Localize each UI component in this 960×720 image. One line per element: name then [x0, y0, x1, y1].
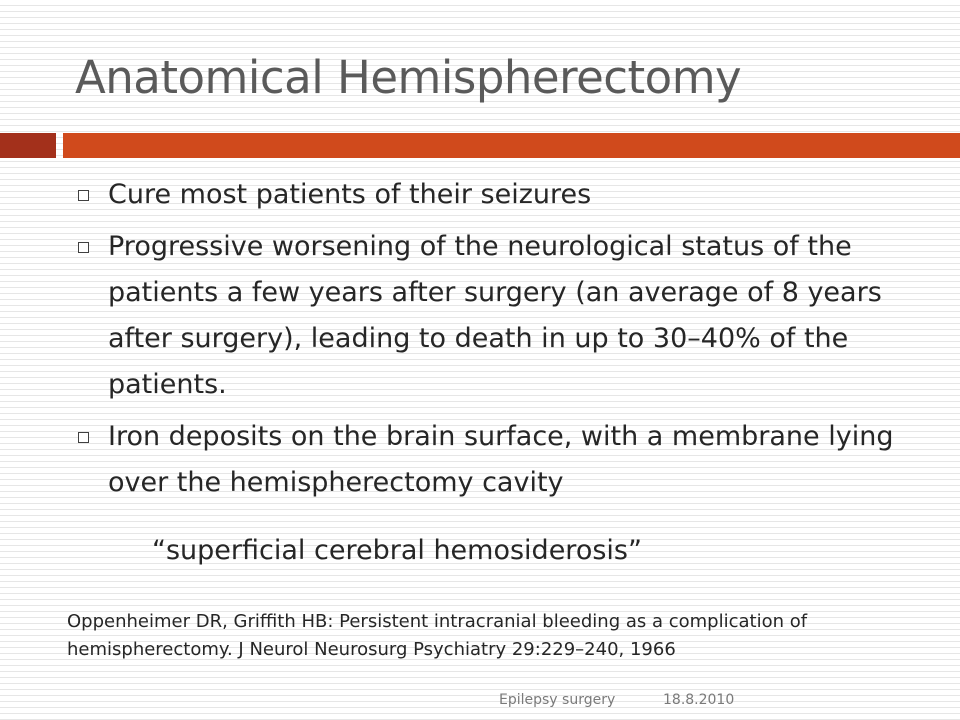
- slide-title: Anatomical Hemispherectomy: [75, 51, 742, 104]
- hollow-square-bullet-icon: [78, 190, 89, 201]
- bullet-text: Progressive worsening of the neurological status of the patients a few years after surgery (an average of 8 years after surgery), leading to death in up to 30–40% of the patients.: [108, 231, 882, 400]
- bullet-list: [0, 172, 960, 512]
- bullet-item: [0, 224, 960, 408]
- bullet-item: [0, 414, 960, 506]
- citation: Oppenheimer DR, Griffith HB: Persistent intracranial bleeding as a complication of hemispherectomy. J Neurol Neurosurg Psychiatry 29:229–240, 1966: [67, 611, 808, 660]
- bullet-text: Iron deposits on the brain surface, with a membrane lying over the hemispherectomy cavity: [108, 421, 894, 498]
- hollow-square-bullet-icon: [78, 432, 89, 443]
- title-accent-bar: [63, 133, 960, 158]
- quoted-term: “superficial cerebral hemosiderosis”: [152, 535, 642, 566]
- title-accent-bar-dark: [0, 133, 56, 158]
- hollow-square-bullet-icon: [78, 242, 89, 253]
- bullet-text: Cure most patients of their seizures: [108, 179, 592, 210]
- footer-title: Epilepsy surgery: [499, 692, 616, 708]
- footer-date: 18.8.2010: [663, 692, 735, 708]
- bullet-item: [0, 172, 960, 218]
